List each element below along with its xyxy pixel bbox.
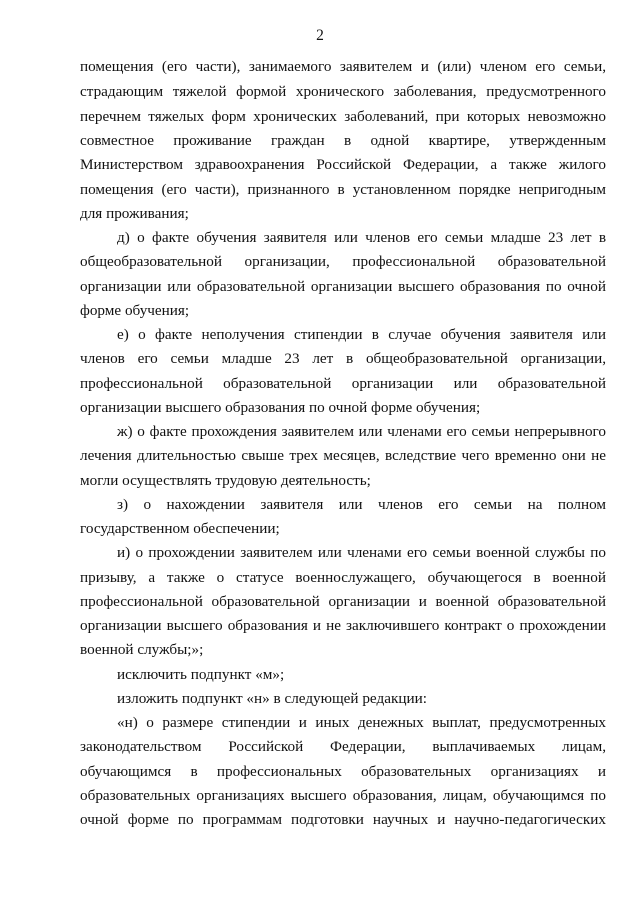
text-line: исключить подпункт «м»; (117, 666, 285, 683)
text-line: е) о факте неполучения стипендии в случае обучения заявителя или (117, 326, 606, 343)
text-line: образовательных организациях высшего образования, лицам, обучающимся по (80, 787, 606, 804)
text-line: помещения (его части), занимаемого заявителем и (или) членом его семьи, (80, 58, 606, 75)
text-line: помещения (его части), признанного в установленном порядке непригодным (80, 181, 606, 198)
text-line: форме обучения; (80, 302, 190, 319)
text-line: «н) о размере стипендии и иных денежных выплат, предусмотренных (117, 714, 606, 731)
text-line: совместное проживание граждан в одной квартире, утвержденным (80, 132, 606, 149)
text-line: Министерством здравоохранения Российской Федерации, а также жилого (80, 156, 606, 173)
text-line: очной форме по программам подготовки научных и научно-педагогических (80, 811, 606, 828)
text-line: перечнем тяжелых форм хронических заболеваний, при которых невозможно (80, 108, 606, 125)
text-line: организации высшего образования по очной форме обучения; (80, 399, 481, 416)
text-line: для проживания; (80, 205, 189, 222)
page-number: 2 (316, 27, 324, 44)
text-line: военной службы;»; (80, 641, 204, 658)
text-line: государственном обеспечении; (80, 520, 280, 537)
text-line: лечения длительностью свыше трех месяцев, вследствие чего временно они не (80, 447, 606, 464)
text-line: ж) о факте прохождения заявителем или членами его семьи непрерывного (117, 423, 606, 440)
text-line: законодательством Российской Федерации, выплачиваемых лицам, (80, 738, 606, 755)
text-line: могли осуществлять трудовую деятельность; (80, 472, 371, 489)
text-line: профессиональной образовательной организации или образовательной (80, 375, 606, 392)
text-line: з) о нахождении заявителя или членов его семьи на полном (117, 496, 606, 513)
text-line: профессиональной образовательной организации и военной образовательной (80, 593, 606, 610)
text-line: и) о прохождении заявителем или членами его семьи военной службы по (117, 544, 606, 561)
text-line: обучающимся в профессиональных образовательных организациях и (80, 763, 606, 780)
text-line: призыву, а также о статусе военнослужащего, обучающегося в военной (80, 569, 606, 586)
text-line: общеобразовательной организации, профессиональной образовательной (80, 253, 606, 270)
text-line: членов его семьи младше 23 лет в общеобразовательной организации, (80, 350, 606, 367)
text-line: изложить подпункт «н» в следующей редакции: (117, 690, 427, 707)
text-line: организации высшего образования и не заключившего контракт о прохождении (80, 617, 606, 634)
text-line: страдающим тяжелой формой хронического заболевания, предусмотренного (80, 83, 606, 100)
text-line: д) о факте обучения заявителя или членов его семьи младше 23 лет в (117, 229, 606, 246)
text-line: организации или образовательной организации высшего образования по очной (80, 278, 606, 295)
